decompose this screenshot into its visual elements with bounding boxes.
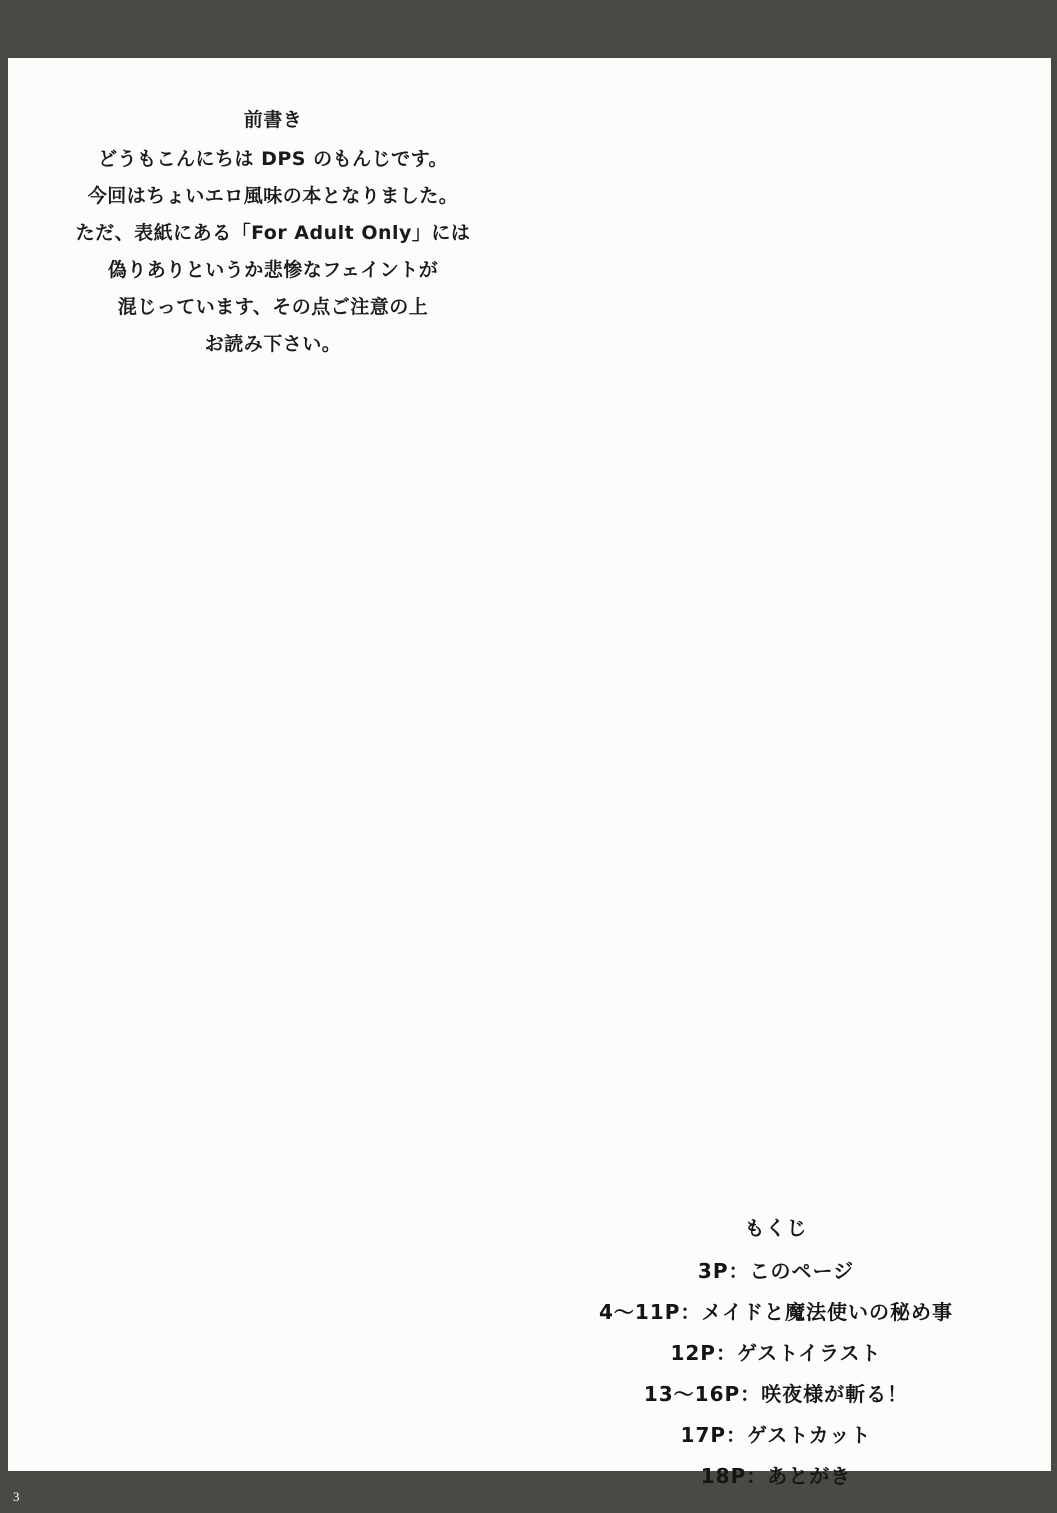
preface-line-5: 混じっています、その点ご注意の上 bbox=[117, 296, 429, 319]
toc-entry-2: 4〜11P：メイドと魔法使いの秘め事 bbox=[598, 1300, 953, 1324]
scan-edge-top bbox=[0, 0, 1057, 58]
preface-line-6: お読み下さい。 bbox=[204, 333, 342, 356]
table-of-contents bbox=[546, 1208, 1006, 1497]
toc-heading: もくじ bbox=[744, 1216, 808, 1240]
scan-edge-right bbox=[1051, 0, 1057, 1513]
toc-entry-1: 3P：このページ bbox=[697, 1259, 855, 1283]
toc-entry-5: 17P：ゲストカット bbox=[680, 1423, 872, 1447]
scan-edge-left bbox=[0, 0, 8, 1513]
page-paper bbox=[8, 58, 1051, 1488]
preface-block bbox=[48, 102, 498, 363]
toc-entry-4: 13〜16P：咲夜様が斬る！ bbox=[643, 1382, 909, 1406]
preface-line-3: ただ、表紙にある「For Adult Only」には bbox=[75, 222, 471, 245]
preface-heading: 前書き bbox=[243, 109, 303, 131]
page-number: 3 bbox=[13, 1489, 20, 1504]
toc-entry-3: 12P：ゲストイラスト bbox=[670, 1341, 882, 1365]
preface-line-1: どうもこんにちは DPS のもんじです。 bbox=[97, 148, 449, 171]
preface-line-2: 今回はちょいエロ風味の本となりました。 bbox=[87, 185, 459, 208]
toc-entry-6: 18P：あとがき bbox=[700, 1464, 852, 1488]
preface-line-4: 偽りありというか悲惨なフェイントが bbox=[107, 259, 439, 282]
